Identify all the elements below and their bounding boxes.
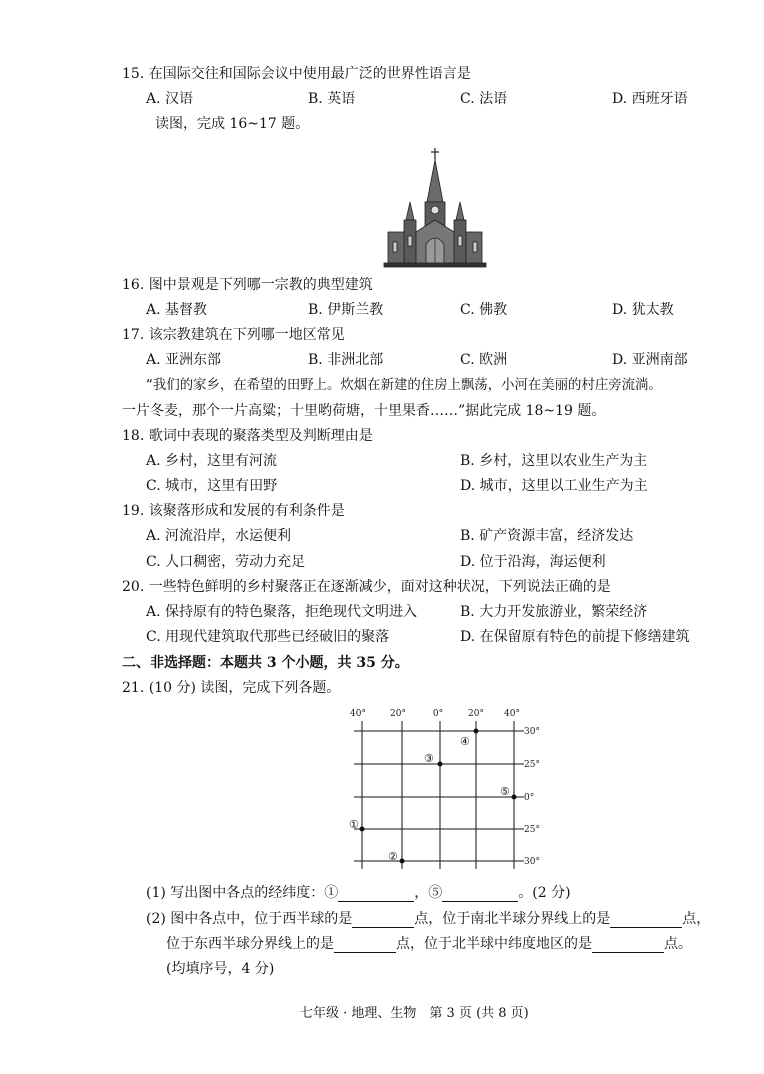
read-16-17: 读图，完成 16~17 题。 bbox=[155, 116, 310, 132]
grid-right-label: 25° bbox=[524, 760, 540, 770]
answer-blank-point-1[interactable] bbox=[338, 886, 414, 902]
q19-option-b: B. 矿产资源丰富，经济发达 bbox=[460, 528, 634, 544]
q17-option-d: D. 亚洲南部 bbox=[612, 352, 688, 368]
q16-option-b: B. 伊斯兰教 bbox=[308, 302, 384, 318]
grid-top-label: 0° bbox=[432, 709, 444, 719]
grid-top-label: 20° bbox=[468, 709, 484, 719]
answer-blank-hemisphere-boundary[interactable] bbox=[334, 937, 396, 953]
q16-stem: 16. 图中景观是下列哪一宗教的典型建筑 bbox=[122, 277, 373, 293]
grid-point-label: ① bbox=[349, 818, 359, 831]
q15-option-a: A. 汉语 bbox=[146, 91, 194, 107]
q15-stem: 15. 在国际交往和国际会议中使用最广泛的世界性语言是 bbox=[122, 66, 471, 82]
answer-blank-equator[interactable] bbox=[610, 912, 682, 928]
answer-blank-north-mid-latitude[interactable] bbox=[592, 937, 664, 953]
q21-sub1-text-b: ，⑤ bbox=[414, 885, 443, 901]
q18-option-a: A. 乡村，这里有河流 bbox=[146, 453, 278, 469]
q18-option-b: B. 乡村，这里以农业生产为主 bbox=[460, 453, 648, 469]
q21-sub1-text-c: 。(2 分) bbox=[518, 885, 571, 901]
answer-blank-point-5[interactable] bbox=[442, 886, 518, 902]
q16-option-d: D. 犹太教 bbox=[612, 302, 674, 318]
q17-option-b: B. 非洲北部 bbox=[308, 352, 384, 368]
q21-sub2-line2 bbox=[166, 935, 692, 953]
q21-sub2-text-f: 点。 bbox=[664, 936, 692, 952]
q21-sub2-note: (均填序号，4 分) bbox=[166, 961, 275, 977]
q20-option-b: B. 大力开发旅游业，繁荣经济 bbox=[460, 604, 648, 620]
q19-stem: 19. 该聚落形成和发展的有利条件是 bbox=[122, 503, 345, 519]
song-line-1: “我们的家乡，在希望的田野上。炊烟在新建的住房上飘荡，小河在美丽的村庄旁流淌。 bbox=[146, 378, 662, 393]
q21-sub2-text-a: (2) 图中各点中，位于西半球的是 bbox=[146, 911, 353, 927]
q20-option-a: A. 保持原有的特色聚落，拒绝现代文明进入 bbox=[146, 604, 418, 620]
grid-point-label: ④ bbox=[460, 735, 470, 748]
q19-option-a: A. 河流沿岸，水运便利 bbox=[146, 528, 292, 544]
q21-sub1-text-a: (1) 写出图中各点的经纬度：① bbox=[146, 885, 339, 901]
section-2-heading: 二、非选择题：本题共 3 个小题，共 35 分。 bbox=[122, 655, 409, 671]
song-line-2: 一片冬麦，那个一片高粱；十里哟荷塘，十里果香……”据此完成 18~19 题。 bbox=[122, 403, 606, 419]
grid-top-label: 20° bbox=[390, 709, 406, 719]
grid-point-4 bbox=[474, 729, 479, 734]
q20-option-d: D. 在保留原有特色的前提下修缮建筑 bbox=[460, 629, 690, 645]
page-footer: 七年级 · 地理、生物 第 3 页 (共 8 页) bbox=[300, 1006, 529, 1021]
q19-option-d: D. 位于沿海，海运便利 bbox=[460, 554, 606, 570]
q20-stem: 20. 一些特色鲜明的乡村聚落正在逐渐减少，面对这种状况，下列说法正确的是 bbox=[122, 579, 611, 595]
grid-right-label: 25° bbox=[524, 825, 540, 835]
grid-point-3 bbox=[438, 762, 443, 767]
grid-point-label: ⑤ bbox=[500, 785, 510, 798]
q17-option-a: A. 亚洲东部 bbox=[146, 352, 222, 368]
q21-sub1 bbox=[146, 884, 571, 902]
q18-option-c: C. 城市，这里有田野 bbox=[146, 478, 278, 494]
grid-point-2 bbox=[400, 859, 405, 864]
grid-right-label: 30° bbox=[524, 857, 540, 867]
q21-sub2-text-b: 点，位于南北半球分界线上的是 bbox=[414, 911, 611, 927]
q15-option-b: B. 英语 bbox=[308, 91, 356, 107]
latlon-grid-diagram bbox=[340, 704, 560, 874]
q17-stem: 17. 该宗教建筑在下列哪一地区常见 bbox=[122, 327, 345, 343]
q21-sub2-text-e: 点，位于北半球中纬度地区的是 bbox=[396, 936, 592, 952]
church-image bbox=[382, 146, 488, 268]
grid-point-5 bbox=[512, 795, 517, 800]
q21-sub2-text-c: 点， bbox=[682, 911, 711, 927]
q19-option-c: C. 人口稠密，劳动力充足 bbox=[146, 554, 306, 570]
grid-point-1 bbox=[360, 827, 365, 832]
grid-right-label: 30° bbox=[524, 727, 540, 737]
q20-option-c: C. 用现代建筑取代那些已经破旧的聚落 bbox=[146, 629, 390, 645]
grid-right-label: 0° bbox=[524, 793, 535, 803]
q15-option-d: D. 西班牙语 bbox=[612, 91, 688, 107]
q21-sub2-line1 bbox=[146, 910, 710, 928]
q15-option-c: C. 法语 bbox=[460, 91, 508, 107]
q16-option-c: C. 佛教 bbox=[460, 302, 508, 318]
grid-top-label: 40° bbox=[504, 709, 520, 719]
q18-stem: 18. 歌词中表现的聚落类型及判断理由是 bbox=[122, 428, 373, 444]
grid-point-label: ② bbox=[388, 850, 398, 863]
church-illustration bbox=[384, 148, 486, 267]
q21-stem: 21. (10 分) 读图，完成下列各题。 bbox=[122, 680, 341, 696]
q18-option-d: D. 城市，这里以工业生产为主 bbox=[460, 478, 648, 494]
q17-option-c: C. 欧洲 bbox=[460, 352, 508, 368]
q21-sub2-text-d: 位于东西半球分界线上的是 bbox=[166, 936, 334, 952]
answer-blank-western-hemisphere[interactable] bbox=[352, 912, 414, 928]
grid-top-label: 40° bbox=[350, 709, 366, 719]
q16-option-a: A. 基督教 bbox=[146, 302, 208, 318]
grid-point-label: ③ bbox=[424, 752, 434, 765]
